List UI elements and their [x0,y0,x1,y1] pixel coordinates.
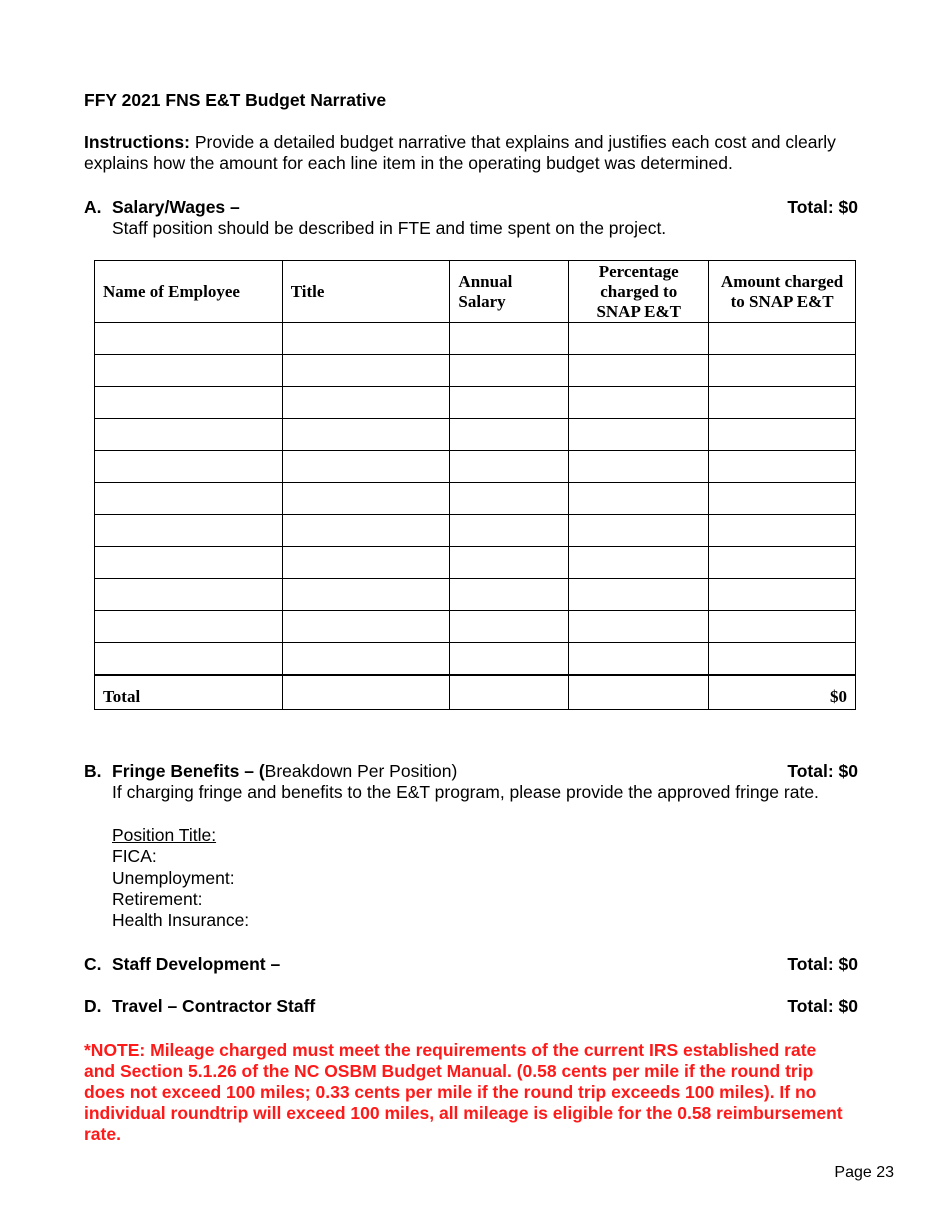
fringe-item-unemployment: Unemployment: [112,868,235,888]
table-cell [569,419,709,451]
section-a-heading: Salary/Wages – [112,197,240,217]
total-cell [450,675,569,710]
note-line-4: individual roundtrip will exceed 100 miles, all mileage is eligible for the 0.58 reimbursement [84,1103,843,1123]
table-cell [709,355,856,387]
section-d-letter: D. [84,996,102,1016]
position-title-label: Position Title: [112,825,217,845]
table-row [95,611,856,643]
table-row [95,643,856,676]
salary-table-header-row [95,261,856,323]
table-cell [95,419,283,451]
column-header-annual-salary: Annual Salary [450,261,569,323]
section-b-heading-line [84,761,102,782]
table-cell [282,643,450,676]
instructions [84,132,836,153]
table-cell [450,451,569,483]
table-cell [95,611,283,643]
column-header-percentage: Percentage charged to SNAP E&T [569,261,709,323]
table-cell [569,483,709,515]
table-cell [450,355,569,387]
table-cell [95,387,283,419]
section-b-description: If charging fringe and benefits to the E&T program, please provide the approved fringe rate. [112,782,819,802]
section-c-total: Total: $0 [787,954,858,974]
table-row [95,515,856,547]
page-number: Page 23 [834,1164,894,1181]
table-cell [282,515,450,547]
instructions-text-1: Provide a detailed budget narrative that explains and justifies each cost and clearly [189,132,836,152]
table-cell [450,611,569,643]
table-cell [709,643,856,676]
table-cell [282,547,450,579]
total-label: Total [95,675,283,710]
section-c-letter: C. [84,954,102,974]
table-cell [569,611,709,643]
table-cell [709,547,856,579]
table-cell [450,323,569,355]
instructions-label: Instructions: [84,132,190,152]
table-cell [282,579,450,611]
table-row [95,547,856,579]
table-cell [282,611,450,643]
table-cell [569,547,709,579]
table-cell [450,483,569,515]
section-b-subheading: Breakdown Per Position) [264,761,458,781]
section-a-total: Total: $0 [787,197,858,217]
table-cell [95,355,283,387]
section-b-total: Total: $0 [787,761,858,781]
table-cell [282,355,450,387]
note-line-5: rate. [84,1124,121,1144]
column-header-name: Name of Employee [95,261,283,323]
total-cell [569,675,709,710]
table-cell [282,483,450,515]
fringe-item-fica: FICA: [112,846,157,866]
table-cell [95,515,283,547]
table-cell [450,643,569,676]
total-value: $0 [709,675,856,710]
table-row [95,355,856,387]
table-row [95,579,856,611]
note-line-2: and Section 5.1.26 of the NC OSBM Budget Manual. (0.58 cents per mile if the round trip [84,1061,814,1081]
table-cell [95,643,283,676]
section-b-heading-wrap [112,761,457,782]
table-row [95,387,856,419]
fringe-item-health-insurance: Health Insurance: [112,910,250,930]
column-header-amount: Amount charged to SNAP E&T [709,261,856,323]
section-b-heading: Fringe Benefits – ( [112,761,265,781]
table-row [95,451,856,483]
table-cell [450,547,569,579]
page-title: FFY 2021 FNS E&T Budget Narrative [84,90,387,110]
table-cell [450,387,569,419]
mileage-note [84,1040,914,1145]
table-cell [569,515,709,547]
table-cell [709,515,856,547]
table-cell [282,451,450,483]
salary-table-total-row [95,675,856,710]
table-cell [709,419,856,451]
table-cell [709,483,856,515]
table-cell [450,579,569,611]
table-cell [95,547,283,579]
table-cell [569,579,709,611]
table-cell [709,611,856,643]
table-cell [709,579,856,611]
table-cell [709,451,856,483]
salary-table [94,260,856,710]
table-cell [95,451,283,483]
table-cell [709,387,856,419]
table-cell [95,483,283,515]
table-cell [450,419,569,451]
table-cell [569,387,709,419]
table-row [95,419,856,451]
note-line-1: *NOTE: Mileage charged must meet the requirements of the current IRS established rate [84,1040,817,1060]
table-cell [569,323,709,355]
table-cell [450,515,569,547]
table-cell [282,419,450,451]
section-d-heading: Travel – Contractor Staff [112,996,316,1016]
table-cell [569,643,709,676]
table-cell [569,451,709,483]
section-d-total: Total: $0 [787,996,858,1016]
table-cell [282,323,450,355]
column-header-title: Title [282,261,450,323]
section-a-description: Staff position should be described in FTE and time spent on the project. [112,218,667,238]
total-cell [282,675,450,710]
table-cell [569,355,709,387]
note-line-3: does not exceed 100 miles; 0.33 cents per mile if the round trip exceeds 100 miles). If no [84,1082,817,1102]
instructions-text-2: explains how the amount for each line item in the operating budget was determined. [84,153,733,173]
table-row [95,483,856,515]
section-b-letter: B. [84,761,102,781]
table-cell [282,387,450,419]
section-c-heading: Staff Development – [112,954,281,974]
section-a-letter: A. [84,197,102,217]
fringe-item-retirement: Retirement: [112,889,203,909]
table-cell [95,323,283,355]
table-row [95,323,856,355]
table-cell [709,323,856,355]
table-cell [95,579,283,611]
